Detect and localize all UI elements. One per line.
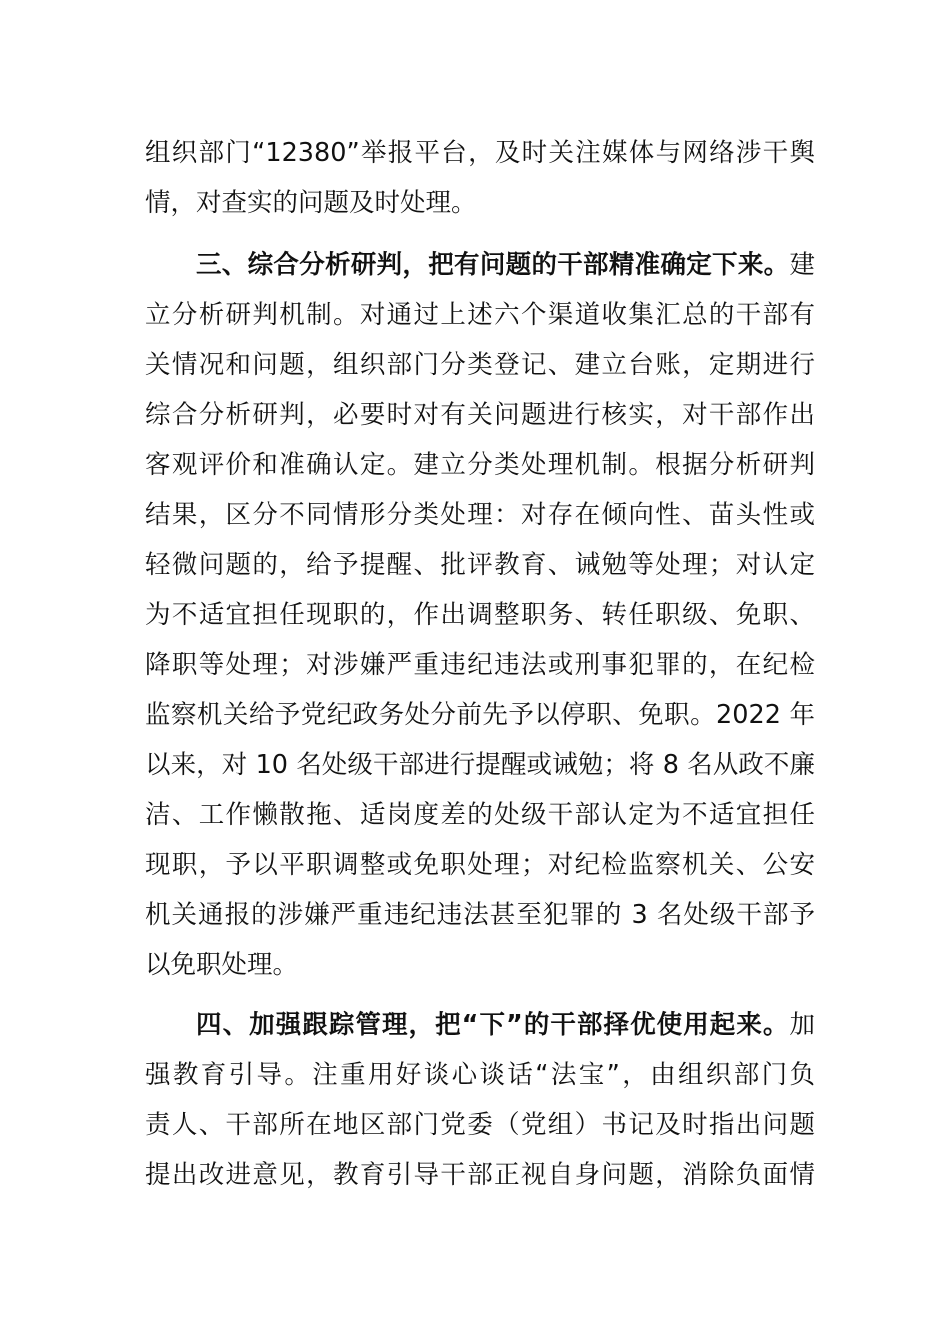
text-line: 洁、工作懒散拖、适岗度差的处级干部认定为不适宜担任 (145, 800, 815, 830)
text-line: 为不适宜担任现职的，作出调整职务、转任职级、免职、 (145, 600, 815, 630)
text-line: 以来，对 10 名处级干部进行提醒或诫勉；将 8 名从政不廉 (145, 750, 815, 780)
text-line: 客观评价和准确认定。建立分类处理机制。根据分析研判 (145, 450, 815, 480)
section-heading-line (196, 1000, 815, 1050)
text-line: 强教育引导。注重用好谈心谈话“法宝”，由组织部门负 (145, 1060, 815, 1090)
section-heading-line (196, 240, 815, 290)
text-run: 加 (789, 1010, 815, 1040)
text-line: 情，对查实的问题及时处理。 (145, 188, 477, 218)
text-run: 建 (789, 250, 815, 280)
section-heading: 三、综合分析研判，把有问题的干部精准确定下来。 (196, 250, 790, 280)
section-heading: 四、加强跟踪管理，把“下”的干部择优使用起来。 (196, 1010, 790, 1040)
text-line: 责人、干部所在地区部门党委（党组）书记及时指出问题 (145, 1110, 815, 1140)
text-line: 轻微问题的，给予提醒、批评教育、诫勉等处理；对认定 (145, 550, 815, 580)
text-line: 降职等处理；对涉嫌严重违纪违法或刑事犯罪的，在纪检 (145, 650, 815, 680)
text-line: 提出改进意见，教育引导干部正视自身问题，消除负面情 (145, 1160, 815, 1190)
text-line: 综合分析研判，必要时对有关问题进行核实，对干部作出 (145, 400, 815, 430)
text-line: 结果，区分不同情形分类处理：对存在倾向性、苗头性或 (145, 500, 815, 530)
text-line: 机关通报的涉嫌严重违纪违法甚至犯罪的 3 名处级干部予 (145, 900, 815, 930)
text-line: 关情况和问题，组织部门分类登记、建立台账，定期进行 (145, 350, 815, 380)
text-line: 组织部门“12380”举报平台，及时关注媒体与网络涉干舆 (145, 138, 815, 168)
text-line: 以免职处理。 (145, 950, 299, 980)
text-line: 监察机关给予党纪政务处分前先予以停职、免职。2022 年 (145, 700, 815, 730)
text-line: 立分析研判机制。对通过上述六个渠道收集汇总的干部有 (145, 300, 815, 330)
text-line: 现职，予以平职调整或免职处理；对纪检监察机关、公安 (145, 850, 815, 880)
